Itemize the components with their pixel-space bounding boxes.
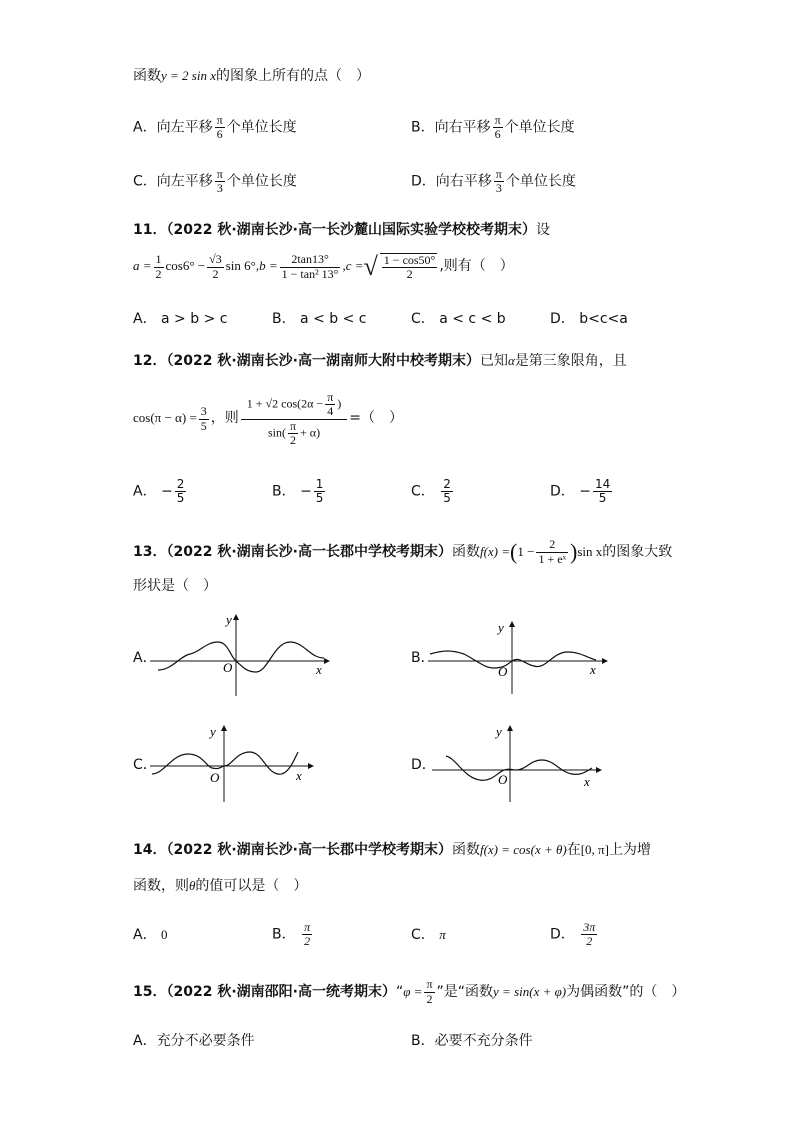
question-source: （2022 秋·湖南长沙·高一长沙麓山国际实验学校校考期末） [166, 222, 536, 238]
frac-num: 1 [155, 252, 162, 267]
frac-den: 6 [494, 127, 501, 142]
question-stem: 设 [535, 222, 550, 238]
option-letter: C． [133, 173, 157, 190]
formula-text: ,c = [342, 258, 364, 273]
option-letter: D． [550, 483, 575, 500]
q11-option-a[interactable]: A． a > b > c [133, 311, 228, 327]
formula-text: b = [259, 258, 278, 273]
formula-tail: =（ ） [349, 410, 403, 426]
q12-heading [133, 351, 627, 371]
question-stem: “ [395, 984, 404, 1000]
frac-den: 5 [443, 491, 451, 506]
formula-text: f(x) = [479, 544, 511, 559]
frac-den: 4 [327, 404, 334, 419]
question-stem: 上为增 [608, 842, 651, 858]
option-sign: − [579, 483, 591, 500]
option-sign: − [300, 483, 312, 500]
q15-heading [133, 976, 685, 1008]
q13-option-c-label[interactable]: C． [133, 757, 157, 773]
question-stem: 函数，则 [133, 878, 189, 894]
axis-y-label: y [496, 724, 502, 739]
option-letter: D． [550, 926, 575, 943]
q10-option-b[interactable] [411, 114, 575, 141]
frac-num: π [289, 418, 297, 433]
axis-x-label: x [316, 662, 322, 677]
question-source: （2022 秋·湖南长沙·高一湖南师大附中校考期末） [166, 353, 480, 369]
frac-den: 5 [200, 418, 207, 433]
q12-option-b[interactable] [272, 478, 327, 505]
frac-den: 5 [315, 491, 324, 506]
frac-num: π [327, 390, 334, 405]
q15-option-a[interactable]: A．充分不必要条件 [133, 1033, 255, 1049]
formula-text: φ = [403, 984, 423, 999]
frac-den: 2 [406, 267, 413, 282]
option-letter: B． [411, 119, 435, 136]
question-source: （2022 秋·湖南邵阳·高一统考期末） [166, 984, 396, 1000]
option-letter: D． [411, 173, 436, 190]
origin-label: O [223, 660, 233, 675]
origin-label: O [498, 772, 508, 787]
q14-stem-line2 [133, 876, 307, 896]
q10-option-d[interactable] [411, 168, 576, 195]
frac-den: 3 [216, 181, 223, 196]
frac-num: 3π [583, 920, 596, 934]
question-stem: ”是“函数 [436, 984, 494, 1000]
question-number: 12． [133, 353, 167, 369]
option-text: 个单位长度 [504, 119, 575, 136]
formula-text: sin 6°, [225, 258, 260, 273]
q13-option-d-label[interactable]: D． [411, 757, 436, 773]
axis-x-label: x [590, 662, 596, 677]
frac-num: 2tan13° [280, 253, 341, 267]
q10-tail-math: y = 2 sin x [161, 68, 216, 83]
option-sign: − [161, 483, 173, 500]
question-stem: 已知 [479, 353, 508, 369]
question-stem: 函数 [451, 544, 480, 560]
q12-option-d[interactable] [550, 478, 614, 505]
frac-den: 2 [304, 934, 311, 949]
option-letter: A． [133, 483, 157, 500]
question-stem: 函数 [451, 842, 480, 858]
question-number: 11． [133, 222, 167, 238]
question-number: 13． [133, 544, 167, 560]
q11-option-d[interactable]: D． b<c<a [550, 311, 628, 327]
q13-graph-a[interactable] [150, 612, 330, 696]
q11-heading [133, 220, 550, 240]
question-source: （2022 秋·湖南长沙·高一长郡中学校考期末） [166, 544, 452, 560]
question-stem: 是第三象限角，且 [514, 353, 627, 369]
alpha-symbol: α [507, 353, 515, 368]
frac-num: π [216, 113, 223, 127]
formula-text: ，则 [210, 410, 239, 426]
q13-stem-line2: 形状是（ ） [133, 578, 217, 594]
option-text: 向左平移 [156, 173, 213, 190]
q10-tail-suffix: 的图象上所有的点（ ） [215, 68, 370, 84]
question-number: 14． [133, 842, 167, 858]
q14-option-c[interactable] [411, 924, 446, 944]
formula-text: y = sin(x + φ) [493, 984, 567, 999]
option-letter: B． [272, 926, 296, 943]
frac-den: 2 [212, 266, 219, 281]
axis-y-label: y [498, 620, 504, 635]
frac-num: π [216, 167, 223, 181]
q15-option-b[interactable]: B．必要不充分条件 [411, 1033, 533, 1049]
option-value: π [439, 927, 446, 942]
axis-x-label: x [296, 768, 302, 783]
frac-den: 2 [289, 432, 296, 447]
option-letter: C． [411, 483, 435, 500]
question-stem: 的值可以是（ ） [195, 878, 308, 894]
frac-num: 2 [176, 477, 185, 491]
frac-den: 1 − tan² 13° [281, 266, 339, 281]
formula-text: cos6° − [165, 258, 206, 273]
q10-option-c[interactable] [133, 168, 297, 195]
option-letter: A． [133, 927, 157, 943]
frac-den: 2 [426, 991, 433, 1006]
q13-heading: 13．（2022 秋·湖南长沙·高一长郡中学校考期末）函数f(x) =(1 − $\frac{2}{\text{1 + eˣ}}$ )sin x的图象大致 [133, 537, 673, 566]
q13-graph-d[interactable] [432, 722, 602, 802]
frac-den: 5 [176, 491, 185, 506]
frac-den: 2 [586, 934, 593, 949]
q13-graph-b[interactable] [428, 620, 608, 694]
frac-num: π [495, 167, 502, 181]
question-stem: 的图象大致 [602, 544, 673, 560]
q10-option-a[interactable] [133, 114, 297, 141]
origin-label: O [498, 664, 508, 679]
big-den-text: sin( [267, 424, 286, 439]
frac-num: 1 [315, 477, 324, 491]
question-stem: 为偶函数”的（ ） [566, 984, 686, 1000]
q12-formula [133, 386, 403, 450]
frac-num: √3 [209, 252, 222, 267]
q11-formula [133, 244, 514, 289]
option-value: 0 [161, 927, 168, 942]
big-num-text: ) [337, 396, 342, 411]
q11-option-c[interactable]: C． a < c < b [411, 311, 506, 327]
formula-text: cos(π − α) = [133, 410, 197, 425]
q13-graph-c[interactable] [150, 722, 315, 802]
frac-num: π [494, 113, 501, 127]
frac-den: 3 [495, 181, 502, 196]
frac-num: 2 [536, 538, 568, 552]
question-number: 15． [133, 984, 167, 1000]
option-text: 个单位长度 [226, 119, 297, 136]
option-letter: C． [411, 927, 435, 943]
option-text: 向右平移 [435, 173, 492, 190]
option-letter: B． [272, 483, 296, 500]
q14-option-a[interactable] [133, 924, 168, 944]
theta-symbol: θ [189, 878, 196, 893]
big-num-text: 1 + √2 cos(2α − [246, 396, 324, 411]
formula-tail: ,则有（ ） [439, 258, 514, 274]
q10-stem-tail [133, 66, 370, 86]
formula-text: f(x) = cos(x + θ) [479, 842, 567, 857]
frac-num: 3 [200, 404, 207, 419]
frac-num: π [426, 977, 433, 992]
origin-label: O [210, 770, 220, 785]
q14-option-d[interactable] [550, 921, 599, 948]
q12-option-c[interactable] [411, 478, 455, 505]
frac-den: 6 [216, 127, 223, 142]
frac-num: 2 [443, 477, 451, 491]
question-stem: 在 [566, 842, 581, 858]
option-text: 向右平移 [434, 119, 491, 136]
q13-option-a-label[interactable]: A． [133, 650, 157, 666]
frac-num: 14 [594, 477, 611, 491]
axis-y-label: y [226, 612, 232, 627]
axis-y-label: y [210, 724, 216, 739]
formula-text: sin x [577, 544, 603, 559]
formula-text: [0, π] [580, 842, 609, 857]
q10-tail-prefix: 函数 [133, 68, 161, 84]
axis-x-label: x [584, 774, 590, 789]
q12-option-a[interactable] [133, 478, 188, 505]
q13-option-b-label[interactable]: B． [411, 650, 435, 666]
option-text: 个单位长度 [505, 173, 576, 190]
frac-den: 1 + eˣ [538, 551, 567, 566]
frac-den: 5 [598, 491, 607, 506]
option-letter: A． [133, 119, 157, 136]
frac-num: π [304, 920, 311, 934]
frac-den: 2 [155, 266, 162, 281]
formula-text: a = [133, 258, 152, 273]
q14-heading [133, 840, 651, 860]
option-text: 向左平移 [156, 119, 213, 136]
q14-option-b[interactable] [272, 921, 314, 948]
q11-option-b[interactable]: B． a < b < c [272, 311, 367, 327]
big-den-text: + α) [300, 424, 321, 439]
frac-num: 1 − cos50° [383, 252, 436, 267]
formula-text: 1 − [517, 544, 535, 559]
option-text: 个单位长度 [226, 173, 297, 190]
sqrt-sign: √ [363, 252, 378, 282]
question-source: （2022 秋·湖南长沙·高一长郡中学校考期末） [166, 842, 452, 858]
